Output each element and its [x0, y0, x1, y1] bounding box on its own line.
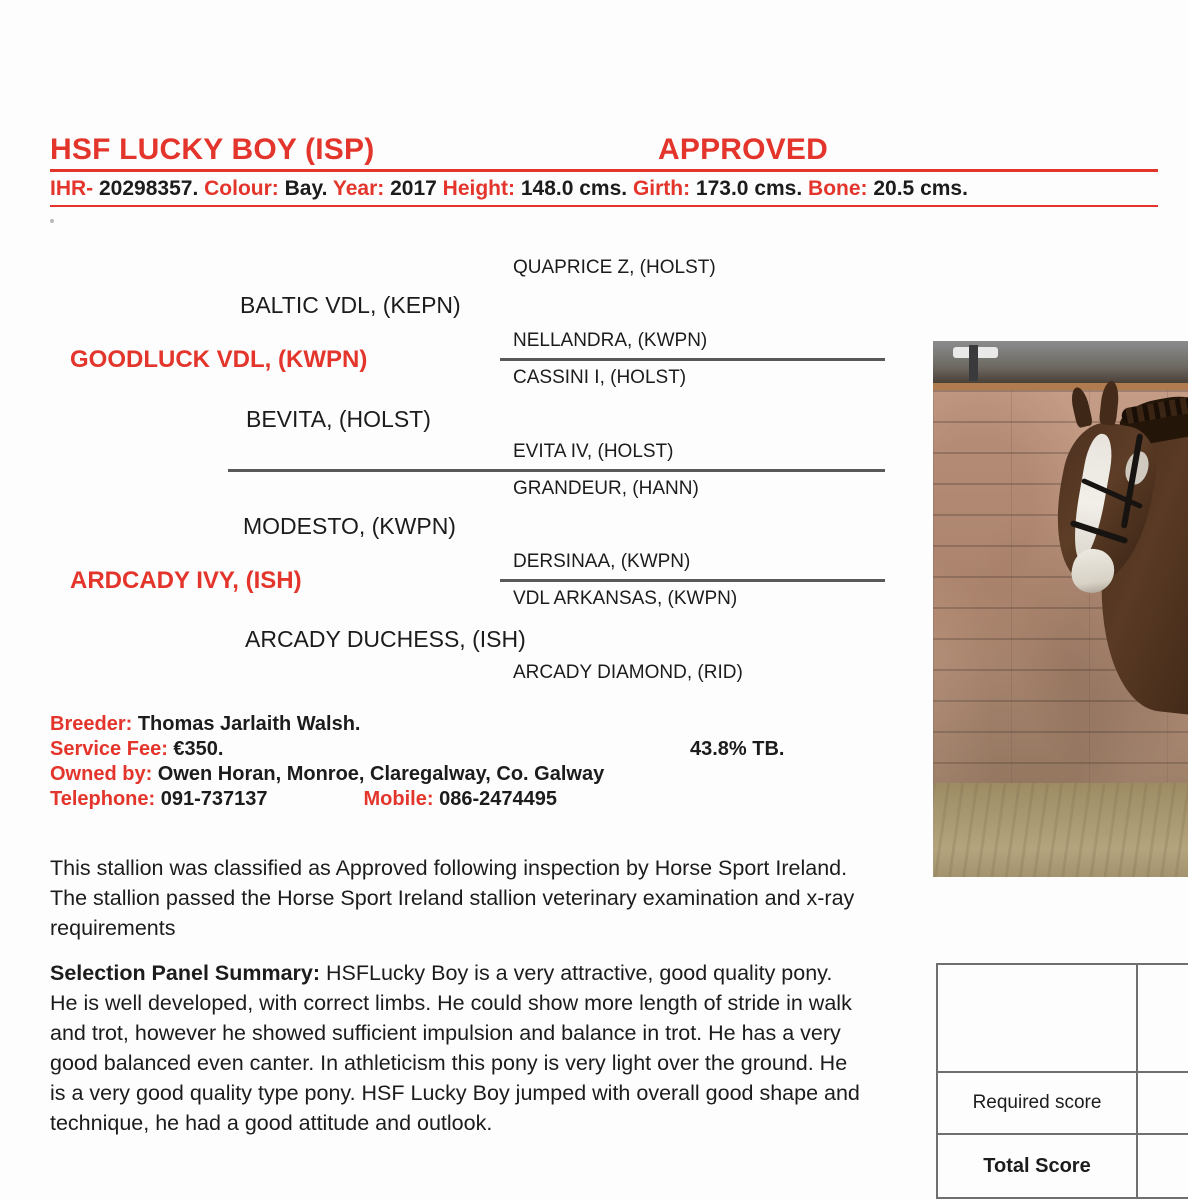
- score-table-row-blank: [938, 965, 1188, 1073]
- pedigree-sire-sire-dam: NELLANDRA, (KWPN): [513, 330, 708, 351]
- pedigree-dam: ARDCADY IVY, (ISH): [70, 567, 302, 594]
- page-title: HSF LUCKY BOY (ISP): [50, 133, 375, 166]
- telephone-label: Telephone:: [50, 788, 156, 810]
- score-blank-value[interactable]: [1136, 965, 1188, 1071]
- girth-value: 173.0 cms.: [690, 177, 803, 200]
- pedigree-dam-dam: ARCADY DUCHESS, (ISH): [245, 626, 526, 652]
- header-divider-top: [50, 169, 1158, 172]
- owner-row: [50, 762, 930, 787]
- service-fee-row: [50, 737, 930, 762]
- pedigree-rule-sire-upper: [500, 358, 885, 361]
- pedigree-sire-sire: BALTIC VDL, (KEPN): [240, 292, 461, 318]
- pedigree-dam-dam-sire: VDL ARKANSAS, (KWPN): [513, 588, 738, 609]
- approval-statement: This stallion was classified as Approved following inspection by Horse Sport Ireland. The stallion passed the Horse Sport Ireland stallion veterinary examination and x-ray requirements: [50, 856, 855, 940]
- header-divider-bottom: [50, 205, 1158, 207]
- bone-label: Bone:: [808, 177, 868, 200]
- year-value: 2017: [384, 177, 437, 200]
- summary-heading: Selection Panel Summary:: [50, 961, 321, 985]
- pedigree-dam-dam-dam: ARCADY DIAMOND, (RID): [513, 662, 743, 683]
- height-label: Height:: [442, 177, 515, 200]
- record-header: [50, 133, 1160, 200]
- breeder-owner-block: [50, 712, 930, 812]
- pedigree-sire-dam-sire: CASSINI I, (HOLST): [513, 367, 687, 388]
- pedigree-rule-dam-lower: [500, 579, 885, 582]
- total-score-value[interactable]: [1136, 1135, 1188, 1197]
- contact-row: [50, 787, 930, 812]
- score-table: [936, 963, 1188, 1199]
- photo-rail: [933, 383, 1188, 390]
- score-table-row-required: [938, 1073, 1188, 1135]
- pedigree-sire-sire-sire: QUAPRICE Z, (HOLST): [513, 257, 716, 278]
- height-value: 148.0 cms.: [515, 177, 628, 200]
- stallion-photo: [933, 341, 1188, 877]
- pedigree-dam-sire-dam: DERSINAA, (KWPN): [513, 551, 691, 572]
- stallion-photo-image: [933, 341, 1188, 877]
- pedigree-dam-sire: MODESTO, (KWPN): [243, 513, 456, 539]
- breeder-row: [50, 712, 930, 737]
- owned-by-label: Owned by:: [50, 763, 153, 785]
- breeder-label: Breeder:: [50, 713, 133, 735]
- total-score-label: Total Score: [983, 1154, 1091, 1177]
- pedigree-sire-dam: BEVITA, (HOLST): [246, 406, 431, 432]
- required-score-label: Required score: [972, 1092, 1102, 1113]
- service-fee-value: €350.: [167, 738, 224, 760]
- colour-value: Bay.: [278, 177, 328, 200]
- bone-value: 20.5 cms.: [867, 177, 968, 200]
- pedigree-chart: [0, 236, 900, 696]
- score-blank-label: [938, 965, 1136, 1071]
- pedigree-sire-dam-dam: EVITA IV, (HOLST): [513, 441, 674, 462]
- summary-body: HSFLucky Boy is a very attractive, good quality pony. He is well developed, with correct limbs. He could show more length of stride in walk and trot, however he showed sufficient impulsion and balance in trot. He has a very good balanced even canter. In athleticism this pony is very light over the ground. He is a very good quality type pony. HSF Lucky Boy jumped with overall good shape and technique, he had a good attitude and outlook.: [50, 961, 860, 1135]
- thoroughbred-percentage: 43.8% TB.: [690, 738, 785, 760]
- mobile-value: 086-2474495: [433, 788, 557, 810]
- owned-by-value: Owen Horan, Monroe, Claregalway, Co. Galway: [152, 763, 605, 785]
- mobile-label: Mobile:: [363, 788, 434, 810]
- colour-label: Colour:: [204, 177, 279, 200]
- registration-details: [50, 177, 1160, 201]
- score-table-grid: [936, 963, 1188, 1199]
- score-table-row-total: [938, 1135, 1188, 1197]
- selection-panel-summary: [50, 958, 862, 1138]
- header-title-row: [50, 133, 1160, 169]
- service-fee-label: Service Fee:: [50, 738, 168, 760]
- pedigree-sire: GOODLUCK VDL, (KWPN): [70, 346, 368, 373]
- ihr-value: 20298357.: [93, 177, 199, 200]
- photo-post: [969, 345, 978, 381]
- year-label: Year:: [332, 177, 385, 200]
- photo-ground: [933, 783, 1188, 877]
- pedigree-rule-center: [228, 469, 885, 472]
- breeder-value: Thomas Jarlaith Walsh.: [132, 713, 361, 735]
- scan-speck: [50, 219, 54, 223]
- pedigree-dam-sire-sire: GRANDEUR, (HANN): [513, 478, 699, 499]
- telephone-value: 091-737137: [155, 788, 268, 810]
- girth-label: Girth:: [632, 177, 691, 200]
- ihr-label: IHR-: [50, 177, 94, 200]
- status-badge: APPROVED: [658, 133, 828, 166]
- required-score-value[interactable]: [1136, 1073, 1188, 1133]
